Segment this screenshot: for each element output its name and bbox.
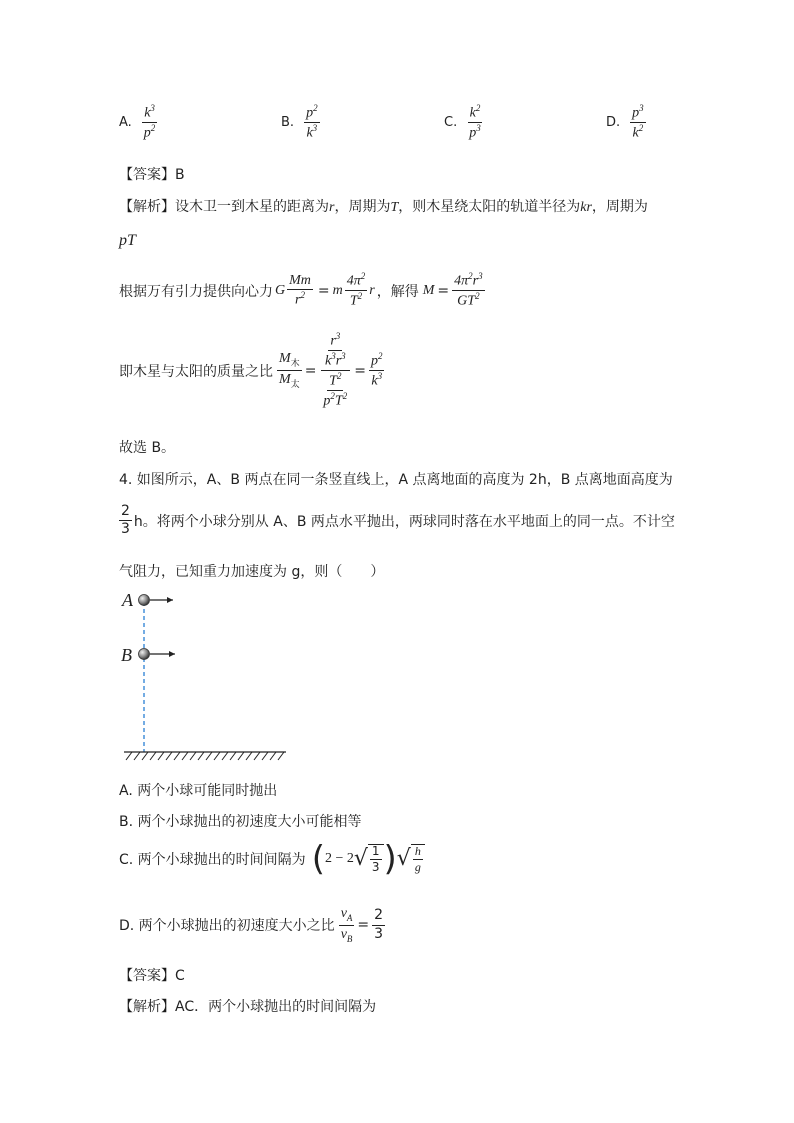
question-4-line-2: $\frac{2}{3}$ h。将两个小球分别从 A、B 两点水平抛出，两球同时落在水平地面上的同一点。不计空 [121, 503, 675, 538]
label-b: B [121, 645, 132, 665]
q4-option-c: C. 两个小球抛出的时间间隔为 ( 2 − 2 √ $\frac{1}{3}$ ) √ $\frac{h}{g}$ [119, 842, 425, 876]
analysis-1-gravity-equation: 根据万有引力提供向心力 G $\frac{Mm}{r^2}$ = m $\frac{4\pi^2}{T^2}$ r ，解得 M = $\frac{4\pi^2r^3}{GT^2}$ [119, 271, 483, 309]
ball-a [139, 595, 150, 606]
option-row-top [119, 104, 679, 150]
projectile-diagram [118, 588, 293, 768]
q4-option-a: A. 两个小球可能同时抛出 [119, 783, 278, 799]
option-b-fraction: $\frac{p^2}{k^3}$ [306, 103, 318, 141]
option-b: B. $\frac{p^2}{k^3}$ [281, 103, 318, 141]
option-d: D. $\frac{p^3}{k^2}$ [606, 103, 644, 141]
ball-b [139, 649, 150, 660]
q4-option-b: B. 两个小球抛出的初速度大小可能相等 [119, 814, 362, 830]
option-c-fraction: $\frac{k^2}{p^3}$ [469, 103, 481, 141]
question-4-line-1: 4. 如图所示，A、B 两点在同一条竖直线上，A 点离地面的高度为 2h，B 点离地面高度为 [119, 472, 673, 488]
q4-option-d: D. 两个小球抛出的初速度大小之比 $\frac{v_A}{v_B}$ = $\frac{2}{3}$ [119, 906, 384, 944]
answer-1: 【答案】B [119, 167, 185, 183]
analysis-2: 【解析】AC．两个小球抛出的时间间隔为 [119, 999, 377, 1015]
option-a-fraction: $\frac{k^3}{p^2}$ [143, 103, 156, 141]
analysis-1-mass-ratio: 即木星与太阳的质量之比 $\frac{M_木}{M_太}$ = $\frac{\frac{r^3}{k^3r^3}}{\frac{T^2}{p^2T^2}}$ = $\frac{p^2}{k^3}$ [119, 331, 383, 409]
option-a: A. $\frac{k^3}{p^2}$ [119, 103, 156, 141]
ground [124, 752, 286, 760]
label-a: A [122, 590, 133, 610]
option-d-fraction: $\frac{p^3}{k^2}$ [632, 103, 644, 141]
question-4-line-3: 气阻力，已知重力加速度为 g，则（ ） [119, 564, 385, 580]
analysis-1-line-1: 【解析】设木卫一到木星的距离为r，周期为T，则木星绕太阳的轨道半径为kr，周期为 [119, 199, 648, 215]
analysis-1-pT: pT [119, 232, 136, 249]
answer-2: 【答案】C [119, 968, 185, 984]
analysis-1-conclusion: 故选 B。 [119, 440, 176, 456]
option-c: C. $\frac{k^2}{p^3}$ [444, 103, 481, 141]
